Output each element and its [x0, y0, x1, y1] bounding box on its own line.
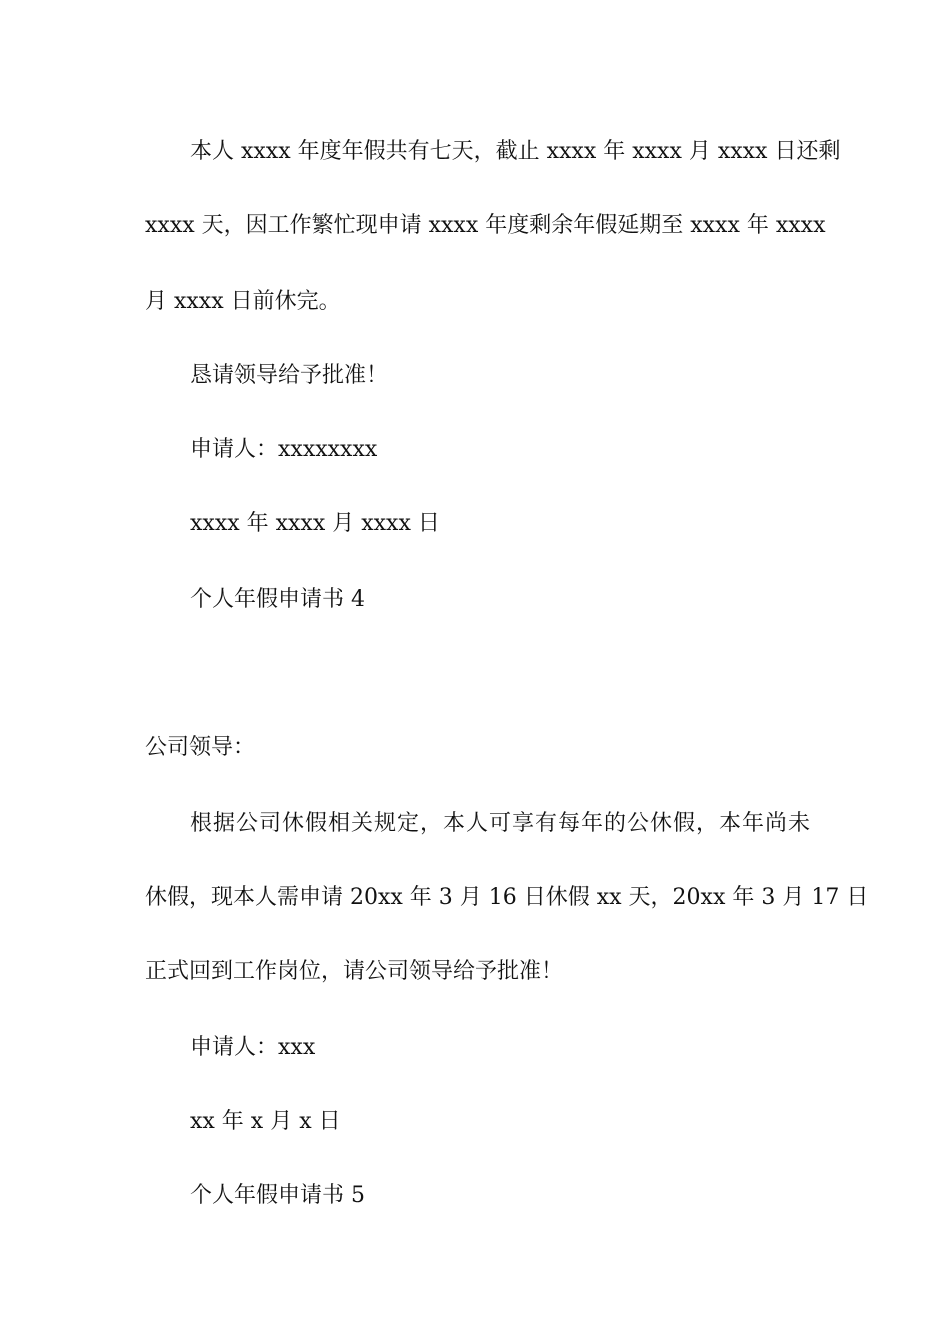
date5-line: xx 年 x 月 x 日 [190, 1109, 341, 1134]
date-line: xxxx 年 xxxx 月 xxxx 日 [190, 511, 440, 536]
section-title-4: 个人年假申请书 4 [190, 587, 365, 612]
body-line-2: xxxx 天，因工作繁忙现申请 xxxx 年度剩余年假延期至 xxxx 年 xxxx [145, 213, 826, 238]
body-line-1: 本人 xxxx 年度年假共有七天，截止 xxxx 年 xxxx 月 xxxx 日还剩 [190, 139, 841, 164]
section-title-5: 个人年假申请书 5 [190, 1183, 365, 1208]
body5-line-3: 正式回到工作岗位，请公司领导给予批准！ [145, 959, 564, 984]
applicant5-line: 申请人：xxx [190, 1035, 316, 1060]
request-line: 恳请领导给予批准！ [190, 363, 389, 388]
body-line-3: 月 xxxx 日前休完。 [145, 289, 341, 314]
body5-line-2: 休假，现本人需申请 20xx 年 3 月 16 日休假 xx 天，20xx 年 3 月 17 日 [145, 885, 869, 910]
salutation: 公司领导： [145, 735, 256, 760]
applicant-line: 申请人：xxxxxxxx [190, 437, 378, 462]
body5-line-1: 根据公司休假相关规定，本人可享有每年的公休假，本年尚未 [190, 811, 810, 836]
